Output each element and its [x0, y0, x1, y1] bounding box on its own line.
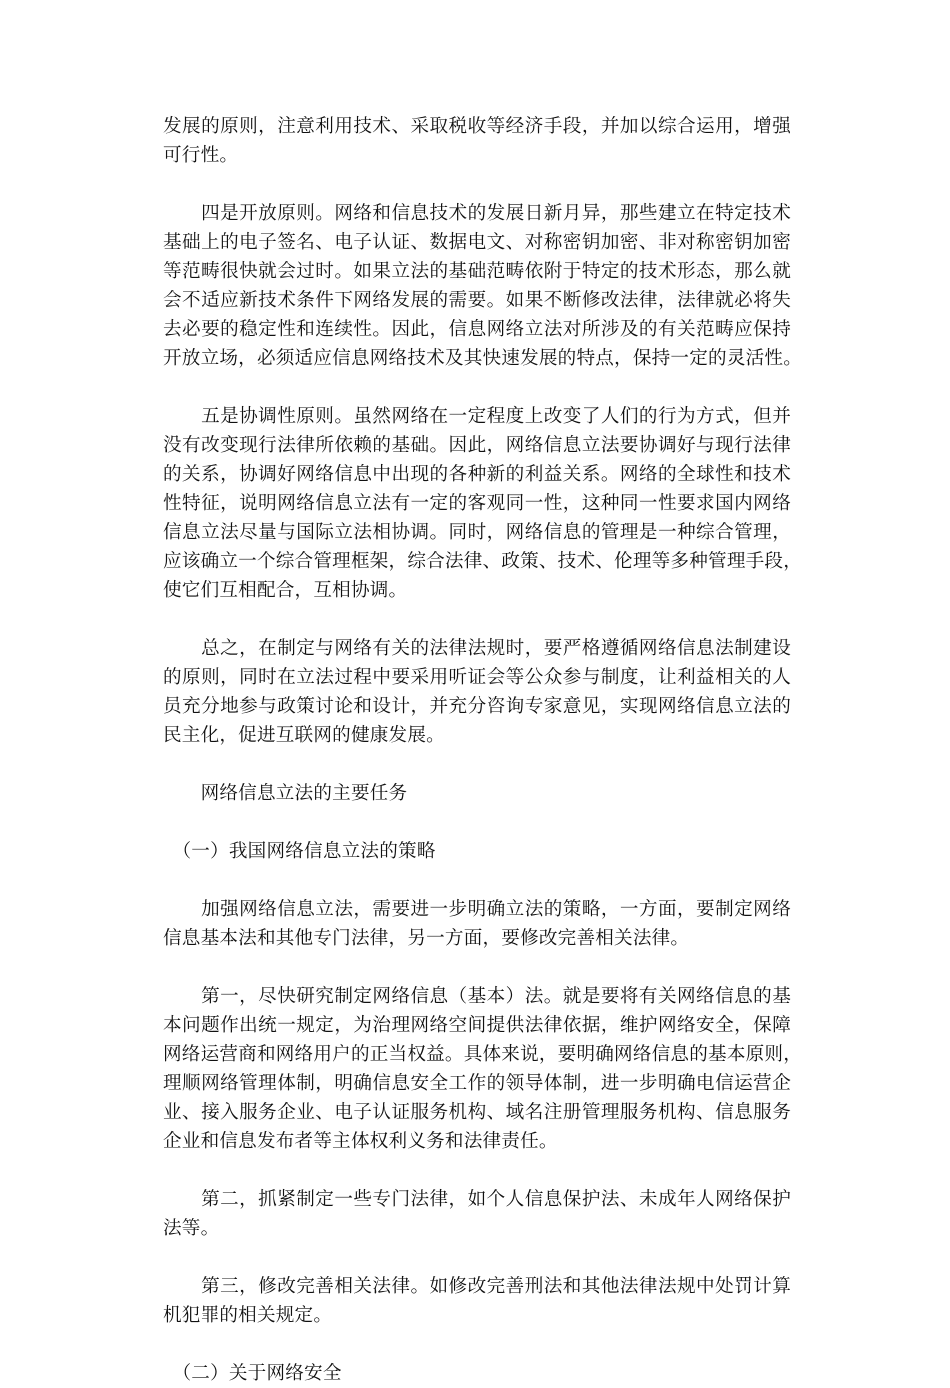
text-line: 基础上的电子签名、电子认证、数据电文、对称密钥加密、非对称密钥加密	[163, 232, 791, 253]
text-line: 没有改变现行法律所依赖的基础。因此，网络信息立法要协调好与现行法律	[163, 435, 791, 456]
text-line: （一）我国网络信息立法的策略	[163, 841, 436, 862]
text-line: 去必要的稳定性和连续性。因此，信息网络立法对所涉及的有关范畴应保持	[163, 319, 791, 340]
text-line: 网络信息立法的主要任务	[163, 783, 408, 804]
text-line: 使它们互相配合，互相协调。	[163, 580, 408, 601]
paragraph	[163, 402, 802, 605]
text-line: 的原则，同时在立法过程中要采用听证会等公众参与制度，让利益相关的人	[163, 667, 791, 688]
text-line: 第一，尽快研究制定网络信息（基本）法。就是要将有关网络信息的基	[163, 986, 791, 1007]
paragraph	[163, 1185, 791, 1243]
paragraph	[163, 1272, 791, 1330]
text-line: 民主化，促进互联网的健康发展。	[163, 725, 445, 746]
text-line: 网络运营商和网络用户的正当权益。具体来说，要明确网络信息的基本原则，	[163, 1044, 802, 1065]
text-line: 业、接入服务企业、电子认证服务机构、域名注册管理服务机构、信息服务	[163, 1102, 791, 1123]
paragraph	[163, 982, 802, 1156]
text-line: 总之，在制定与网络有关的法律法规时，要严格遵循网络信息法制建设	[163, 638, 791, 659]
text-line: 信息立法尽量与国际立法相协调。同时，网络信息的管理是一种综合管理，	[163, 522, 791, 543]
text-line: 开放立场，必须适应信息网络技术及其快速发展的特点，保持一定的灵活性。	[163, 348, 802, 369]
text-line: 五是协调性原则。虽然网络在一定程度上改变了人们的行为方式，但并	[163, 406, 791, 427]
text-line: 可行性。	[163, 145, 239, 166]
text-line: 性特征，说明网络信息立法有一定的客观同一性，这种同一性要求国内网络	[163, 493, 791, 514]
text-line: 发展的原则，注意利用技术、采取税收等经济手段，并加以综合运用，增强	[163, 116, 791, 137]
text-line: 信息基本法和其他专门法律，另一方面，要修改完善相关法律。	[163, 928, 690, 949]
text-line: 四是开放原则。网络和信息技术的发展日新月异，那些建立在特定技术	[163, 203, 791, 224]
document-body	[163, 112, 802, 1388]
text-line: 应该确立一个综合管理框架，综合法律、政策、技术、伦理等多种管理手段，	[163, 551, 802, 572]
text-line: （二）关于网络安全	[163, 1363, 342, 1384]
text-line: 机犯罪的相关规定。	[163, 1305, 333, 1326]
text-line: 等范畴很快就会过时。如果立法的基础范畴依附于特定的技术形态，那么就	[163, 261, 791, 282]
text-line: 的关系，协调好网络信息中出现的各种新的利益关系。网络的全球性和技术	[163, 464, 791, 485]
paragraph	[163, 634, 791, 750]
paragraph	[163, 199, 802, 373]
text-line: 会不适应新技术条件下网络发展的需要。如果不断修改法律，法律就必将失	[163, 290, 791, 311]
text-line: 员充分地参与政策讨论和设计，并充分咨询专家意见，实现网络信息立法的	[163, 696, 791, 717]
text-line: 理顺网络管理体制，明确信息安全工作的领导体制，进一步明确电信运营企	[163, 1073, 791, 1094]
text-line: 法等。	[163, 1218, 220, 1239]
text-line: 第二，抓紧制定一些专门法律，如个人信息保护法、未成年人网络保护	[163, 1189, 791, 1210]
subsection-heading	[163, 1359, 791, 1388]
text-line: 加强网络信息立法，需要进一步明确立法的策略，一方面，要制定网络	[163, 899, 791, 920]
paragraph	[163, 895, 791, 953]
text-line: 企业和信息发布者等主体权利义务和法律责任。	[163, 1131, 558, 1152]
subsection-heading	[163, 837, 791, 866]
section-heading	[163, 779, 791, 808]
text-line: 第三，修改完善相关法律。如修改完善刑法和其他法律法规中处罚计算	[163, 1276, 791, 1297]
text-line: 本问题作出统一规定，为治理网络空间提供法律依据，维护网络安全，保障	[163, 1015, 791, 1036]
paragraph	[163, 112, 791, 170]
